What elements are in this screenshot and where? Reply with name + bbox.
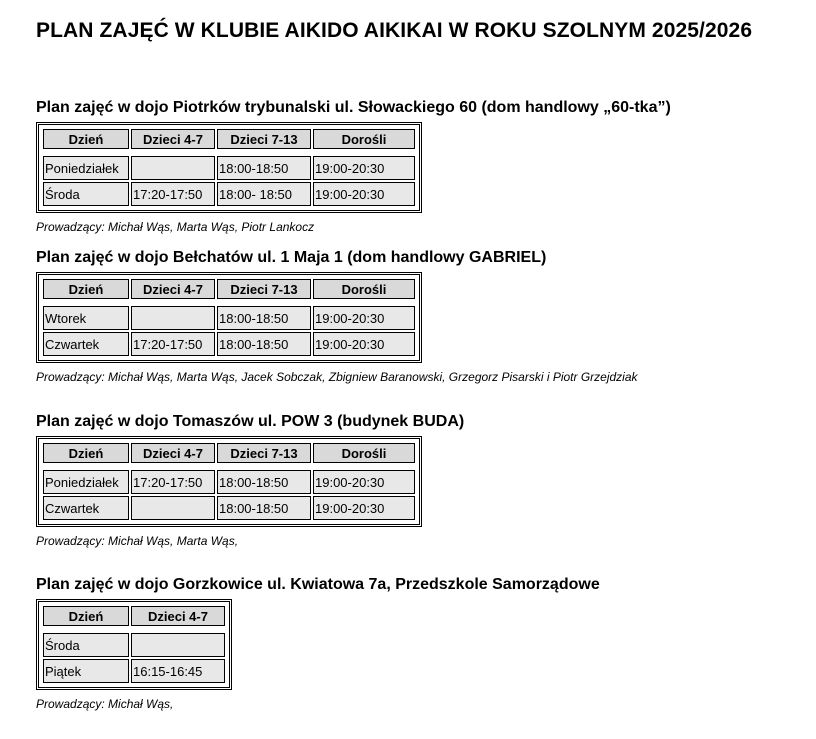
column-header-kids-4-7: Dzieci 4-7 [131, 606, 225, 626]
section-tomaszow [36, 412, 464, 548]
table-row [43, 633, 225, 657]
column-header-day: Dzień [43, 443, 129, 463]
table-header-row [43, 443, 415, 463]
cell-adults: 19:00-20:30 [313, 306, 415, 330]
table-header-row [43, 606, 225, 626]
section-heading: Plan zajęć w dojo Bełchatów ul. 1 Maja 1 (dom handlowy GABRIEL) [36, 249, 547, 266]
cell-kids-4-7 [131, 496, 215, 520]
cell-adults: 19:00-20:30 [313, 156, 415, 180]
cell-kids-4-7 [131, 156, 215, 180]
cell-kids-4-7: 17:20-17:50 [131, 332, 215, 356]
cell-day: Poniedziałek [43, 156, 129, 180]
cell-kids-4-7: 17:20-17:50 [131, 470, 215, 494]
table-row [43, 306, 415, 330]
cell-kids-7-13: 18:00-18:50 [217, 496, 311, 520]
column-header-kids-7-13: Dzieci 7-13 [217, 443, 311, 463]
cell-kids-4-7 [131, 306, 215, 330]
cell-kids-4-7: 17:20-17:50 [131, 182, 215, 206]
table-row [43, 470, 415, 494]
column-header-kids-7-13: Dzieci 7-13 [217, 129, 311, 149]
table-row [43, 496, 415, 520]
table-row [43, 332, 415, 356]
cell-day: Wtorek [43, 306, 129, 330]
column-header-kids-4-7: Dzieci 4-7 [131, 443, 215, 463]
cell-kids-7-13: 18:00-18:50 [217, 470, 311, 494]
column-header-kids-4-7: Dzieci 4-7 [131, 129, 215, 149]
section-gorzkowice [36, 575, 600, 711]
table-row [43, 182, 415, 206]
cell-kids-7-13: 18:00-18:50 [217, 156, 311, 180]
cell-day: Środa [43, 633, 129, 657]
column-header-kids-4-7: Dzieci 4-7 [131, 279, 215, 299]
cell-day: Czwartek [43, 496, 129, 520]
cell-day: Poniedziałek [43, 470, 129, 494]
section-heading: Plan zajęć w dojo Piotrków trybunalski ul. Słowackiego 60 (dom handlowy „60-tka”) [36, 99, 671, 116]
column-header-day: Dzień [43, 279, 129, 299]
column-header-adults: Dorośli [313, 279, 415, 299]
cell-kids-7-13: 18:00-18:50 [217, 332, 311, 356]
page-title: PLAN ZAJĘĆ W KLUBIE AIKIDO AIKIKAI W ROKU SZOLNYM 2025/2026 [36, 19, 753, 42]
column-header-day: Dzień [43, 129, 129, 149]
column-header-kids-7-13: Dzieci 7-13 [217, 279, 311, 299]
instructors-note: Prowadzący: Michał Wąs, Marta Wąs, Piotr Lankocz [36, 220, 315, 234]
table-row [43, 659, 225, 683]
schedule-table [36, 272, 422, 363]
cell-kids-4-7 [131, 633, 225, 657]
column-header-adults: Dorośli [313, 443, 415, 463]
cell-day: Czwartek [43, 332, 129, 356]
section-heading: Plan zajęć w dojo Tomaszów ul. POW 3 (budynek BUDA) [36, 413, 465, 430]
cell-kids-4-7: 16:15-16:45 [131, 659, 225, 683]
cell-kids-7-13: 18:00- 18:50 [217, 182, 311, 206]
section-belchatow [36, 248, 638, 384]
table-row [43, 156, 415, 180]
cell-adults: 19:00-20:30 [313, 332, 415, 356]
column-header-adults: Dorośli [313, 129, 415, 149]
column-header-day: Dzień [43, 606, 129, 626]
section-piotrkow [36, 98, 671, 234]
cell-adults: 19:00-20:30 [313, 470, 415, 494]
instructors-note: Prowadzący: Michał Wąs, Marta Wąs, [36, 534, 239, 548]
section-heading: Plan zajęć w dojo Gorzkowice ul. Kwiatowa 7a, Przedszkole Samorządowe [36, 576, 600, 593]
instructors-note: Prowadzący: Michał Wąs, Marta Wąs, Jacek Sobczak, Zbigniew Baranowski, Grzegorz Pisarski i Piotr Grzejdziak [36, 370, 638, 384]
cell-kids-7-13: 18:00-18:50 [217, 306, 311, 330]
schedule-table [36, 122, 422, 213]
instructors-note: Prowadzący: Michał Wąs, [36, 697, 174, 711]
cell-adults: 19:00-20:30 [313, 182, 415, 206]
cell-day: Piątek [43, 659, 129, 683]
cell-adults: 19:00-20:30 [313, 496, 415, 520]
table-header-row [43, 129, 415, 149]
cell-day: Środa [43, 182, 129, 206]
table-header-row [43, 279, 415, 299]
schedule-table [36, 436, 422, 527]
schedule-table [36, 599, 232, 690]
